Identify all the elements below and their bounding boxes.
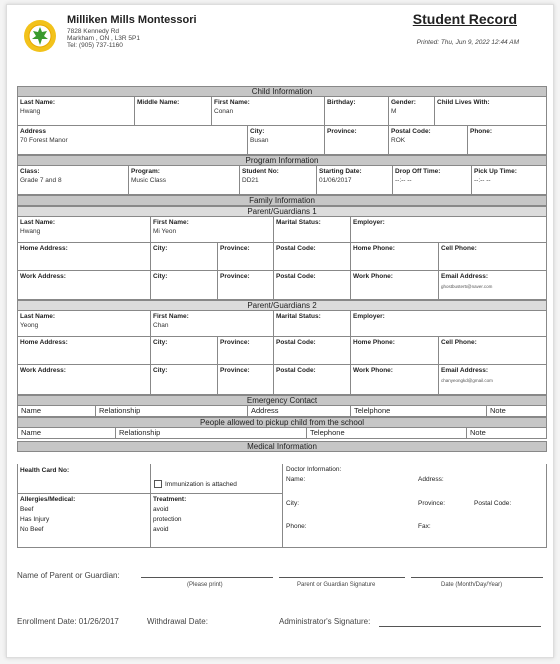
emergency-header-row	[17, 406, 547, 417]
immunization-checkbox[interactable]	[154, 480, 162, 488]
school-address-line-1: 7828 Kennedy Rd	[67, 28, 120, 35]
label-health-card: Health Card No:	[20, 467, 70, 474]
label-doctor-postal-code: Postal Code:	[474, 500, 512, 507]
pickup-col-name: Name	[21, 428, 42, 437]
section-parent-guardian-2: Parent/Guardians 2	[17, 300, 547, 311]
parent1-email: ghostbuster5@naver.com	[441, 284, 493, 289]
label-p2-work-province: Province:	[220, 367, 250, 374]
section-child-information: Child Information	[17, 86, 547, 97]
child-city: Busan	[250, 137, 269, 144]
header	[7, 5, 553, 85]
label-p2-province: Province:	[220, 339, 250, 346]
school-name: Milliken Mills Montessori	[67, 14, 197, 26]
label-p1-home-address: Home Address:	[20, 245, 68, 252]
label-allergies: Allergies/Medical:	[20, 496, 76, 503]
child-postal-code: ROK	[391, 137, 406, 144]
printed-timestamp: Printed: Thu, Jun 9, 2022 12:44 AM	[416, 39, 519, 46]
label-city: City:	[250, 128, 265, 135]
section-medical-information: Medical Information	[17, 441, 547, 452]
label-p2-first-name: First Name:	[153, 313, 189, 320]
pickup-col-telephone: Telephone	[306, 428, 345, 438]
label-doctor-city: City:	[286, 500, 299, 507]
pickup-header-row	[17, 428, 547, 439]
section-program-information: Program Information	[17, 155, 547, 166]
col-relationship: Relationship	[95, 406, 140, 416]
treatment-item: avoid	[153, 526, 169, 533]
label-p1-email: Email Address:	[441, 273, 489, 280]
school-phone: Tel: (905) 737-1160	[67, 42, 123, 49]
label-starting-date: Starting Date:	[319, 168, 362, 175]
label-drop-off-time: Drop Off Time:	[395, 168, 441, 175]
date-line[interactable]	[411, 577, 543, 578]
label-p2-work-city: City:	[153, 367, 168, 374]
label-last-name: Last Name:	[20, 99, 56, 106]
child-last-name: Hwang	[20, 108, 41, 115]
label-phone: Phone:	[470, 128, 493, 135]
label-p2-marital-status: Marital Status:	[276, 313, 321, 320]
label-treatment: Treatment:	[153, 496, 187, 503]
parent2-name-row	[17, 311, 547, 337]
drop-off-time: --:-- --	[395, 177, 412, 184]
program-name: Music Class	[131, 177, 167, 184]
parent1-first-name: Mi Yeon	[153, 228, 177, 235]
label-p2-work-phone: Work Phone:	[353, 367, 393, 374]
allergy-item: No Beef	[20, 526, 44, 533]
parent2-first-name: Chan	[153, 322, 169, 329]
page-title: Student Record	[412, 11, 517, 27]
label-first-name: First Name:	[214, 99, 250, 106]
label-doctor-fax: Fax:	[418, 523, 431, 530]
child-name-row	[17, 97, 547, 126]
allergy-item: Has Injury	[20, 516, 50, 523]
label-p2-work-postal-code: Postal Code:	[276, 367, 316, 374]
section-family-information: Family Information	[17, 195, 547, 206]
date-caption: Date (Month/Day/Year)	[441, 582, 503, 588]
label-p1-work-city: City:	[153, 273, 168, 280]
label-p1-work-province: Province:	[220, 273, 250, 280]
label-student-no: Student No:	[242, 168, 279, 175]
label-p1-postal-code: Postal Code:	[276, 245, 316, 252]
label-parent-guardian-name: Name of Parent or Guardian:	[17, 571, 120, 580]
label-doctor-name: Name:	[286, 476, 306, 483]
parent-name-line[interactable]	[141, 577, 273, 578]
student-no: DD21	[242, 177, 259, 184]
label-doctor-phone: Phone:	[286, 523, 307, 530]
administrator-signature-line[interactable]	[379, 626, 541, 627]
label-p1-cell-phone: Cell Phone:	[441, 245, 477, 252]
please-print-caption: (Please print)	[187, 582, 223, 588]
immunization-label: Immunization is attached	[165, 481, 237, 488]
section-parent-guardian-1: Parent/Guardians 1	[17, 206, 547, 217]
school-address-line-2: Markham , ON , L3R 5P1	[67, 35, 140, 42]
label-program: Program:	[131, 168, 160, 175]
col-address: Address	[247, 406, 279, 416]
label-p1-last-name: Last Name:	[20, 219, 56, 226]
parent2-work-row	[17, 365, 547, 395]
section-pickup-people: People allowed to pickup child from the school	[17, 417, 547, 428]
pickup-col-relationship: Relationship	[115, 428, 160, 438]
label-p2-home-phone: Home Phone:	[353, 339, 395, 346]
label-p2-email: Email Address:	[441, 367, 489, 374]
label-birthday: Birthday:	[327, 99, 356, 106]
parent1-home-row	[17, 243, 547, 271]
label-pick-up-time: Pick Up Time:	[474, 168, 517, 175]
label-middle-name: Middle Name:	[137, 99, 180, 106]
label-province: Province:	[327, 128, 357, 135]
pick-up-time: --:-- --	[474, 177, 491, 184]
label-p1-first-name: First Name:	[153, 219, 189, 226]
starting-date: 01/06/2017	[319, 177, 352, 184]
child-address: 70 Forest Manor	[20, 137, 68, 144]
school-logo-icon	[23, 19, 57, 53]
treatment-item: avoid	[153, 506, 169, 513]
parent1-last-name: Hwang	[20, 228, 41, 235]
label-gender: Gender:	[391, 99, 416, 106]
program-row	[17, 166, 547, 195]
label-p1-home-phone: Home Phone:	[353, 245, 395, 252]
allergy-item: Beef	[20, 506, 34, 513]
child-first-name: Conan	[214, 108, 234, 115]
label-doctor-information: Doctor Information:	[286, 466, 342, 473]
label-p2-postal-code: Postal Code:	[276, 339, 316, 346]
label-address: Address	[20, 128, 47, 135]
label-p1-work-phone: Work Phone:	[353, 273, 393, 280]
label-postal-code: Postal Code:	[391, 128, 431, 135]
label-p1-work-postal-code: Postal Code:	[276, 273, 316, 280]
parent2-email: chanyeongkd@gmail.com	[441, 378, 493, 383]
label-p1-city: City:	[153, 245, 168, 252]
label-p1-work-address: Work Address:	[20, 273, 66, 280]
parent-signature-caption: Parent or Guardian Signature	[297, 582, 376, 588]
label-p1-employer: Employer:	[353, 219, 385, 226]
label-p2-last-name: Last Name:	[20, 313, 56, 320]
label-doctor-province: Province:	[418, 500, 446, 507]
label-p2-work-address: Work Address:	[20, 367, 66, 374]
label-p2-employer: Employer:	[353, 313, 385, 320]
treatment-item: protection	[153, 516, 182, 523]
label-administrator-signature: Administrator's Signature:	[279, 617, 371, 626]
label-p1-province: Province:	[220, 245, 250, 252]
child-gender: M	[391, 108, 397, 115]
parent1-name-row	[17, 217, 547, 243]
col-note: Note	[486, 406, 506, 416]
label-p2-city: City:	[153, 339, 168, 346]
label-class: Class:	[20, 168, 40, 175]
section-emergency-contact: Emergency Contact	[17, 395, 547, 406]
label-p2-home-address: Home Address:	[20, 339, 68, 346]
label-doctor-address: Address:	[418, 476, 444, 483]
student-record-page	[6, 4, 554, 658]
label-child-lives-with: Child Lives With:	[437, 99, 490, 106]
parent1-work-row	[17, 271, 547, 300]
program-class: Grade 7 and 8	[20, 177, 62, 184]
label-p2-cell-phone: Cell Phone:	[441, 339, 477, 346]
parent-signature-line[interactable]	[279, 577, 405, 578]
parent2-last-name: Yeong	[20, 322, 39, 329]
withdrawal-date: Withdrawal Date:	[147, 617, 208, 626]
col-name: Name	[21, 406, 42, 415]
child-address-row	[17, 126, 547, 155]
parent2-home-row	[17, 337, 547, 365]
label-p1-marital-status: Marital Status:	[276, 219, 321, 226]
col-telephone: Telelphone	[350, 406, 390, 416]
pickup-col-note: Note	[466, 428, 486, 438]
immunization-checkbox-row	[154, 480, 237, 489]
medical-block	[17, 464, 547, 548]
enrollment-date: Enrollment Date: 01/26/2017	[17, 617, 119, 626]
